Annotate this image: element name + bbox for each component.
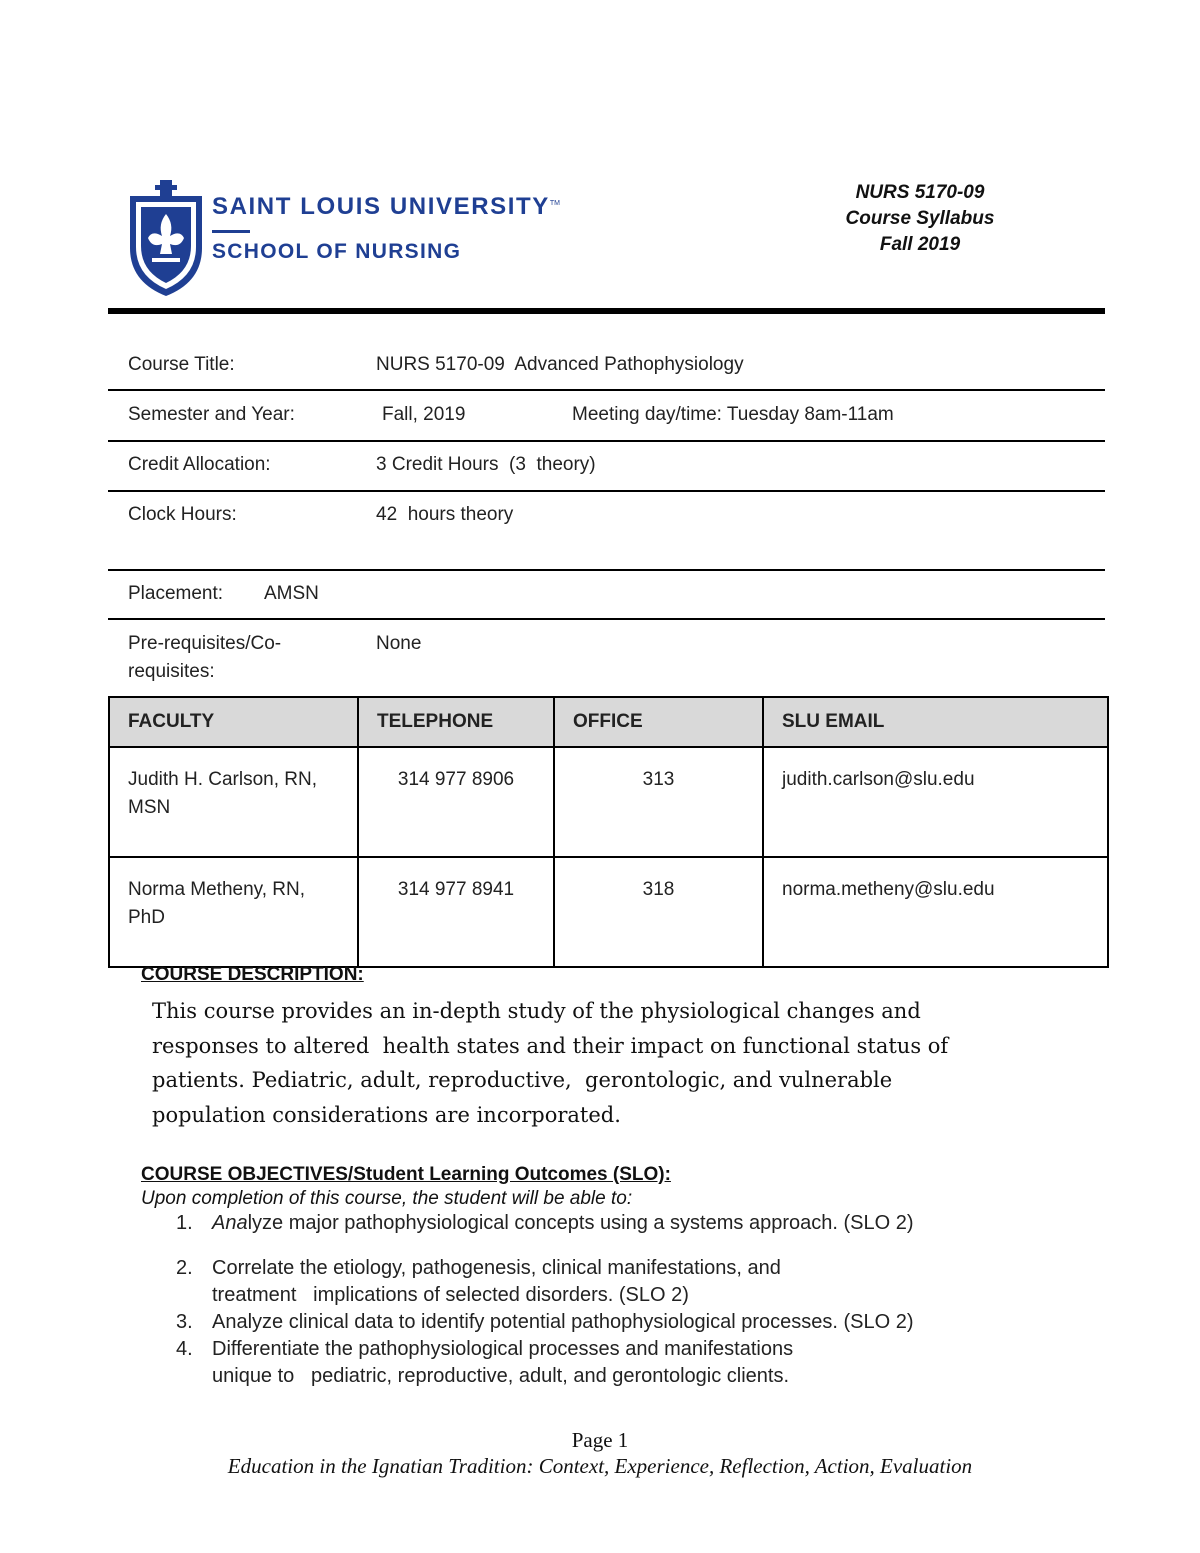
- row-divider: [108, 490, 1105, 492]
- list-item: 2. Correlate the etiology, pathogenesis, clinical manifestations, and treatment implications of selected disorders. (SLO 2): [176, 1257, 781, 1306]
- faculty-office: 318: [554, 857, 763, 967]
- objectives-list: [172, 1210, 1072, 1390]
- logo-divider: [212, 230, 250, 233]
- faculty-email[interactable]: norma.metheny@slu.edu: [763, 857, 1108, 967]
- row-divider: [108, 389, 1105, 391]
- column-header: SLU EMAIL: [763, 697, 1108, 747]
- course-description: [152, 994, 982, 1132]
- doc-type: Course Syllabus: [845, 208, 995, 229]
- clock-hours-label: Clock Hours:: [128, 504, 237, 525]
- credit-value: 3 Credit Hours (3 theory): [376, 454, 596, 475]
- semester-value: Fall, 2019: [382, 404, 466, 425]
- row-divider: [108, 618, 1105, 620]
- description-line: population considerations are incorporated.: [152, 1102, 621, 1127]
- term: Fall 2019: [879, 234, 961, 255]
- faculty-name: Norma Metheny, RN, PhD: [109, 857, 358, 967]
- clock-hours-value: 42 hours theory: [376, 504, 514, 525]
- table-row: [109, 857, 1108, 967]
- prerequisites-value: None: [376, 633, 422, 654]
- page-number: Page 1: [571, 1428, 629, 1452]
- faculty-phone: 314 977 8941: [358, 857, 554, 967]
- course-title-label: Course Title:: [128, 354, 235, 375]
- placement-label: Placement:: [128, 583, 224, 604]
- header-divider: [108, 308, 1105, 314]
- semester-label: Semester and Year:: [128, 404, 295, 425]
- faculty-phone: 314 977 8906: [358, 747, 554, 857]
- faculty-office: 313: [554, 747, 763, 857]
- description-line: patients. Pediatric, adult, reproductive, gerontologic, and vulnerable: [152, 1068, 893, 1092]
- course-objectives-heading: COURSE OBJECTIVES/Student Learning Outcomes (SLO):: [141, 1164, 671, 1185]
- course-title-value: NURS 5170-09 Advanced Pathophysiology: [376, 354, 744, 375]
- logo-trademark: TM: [549, 200, 561, 207]
- objectives-intro: Upon completion of this course, the student will be able to:: [141, 1188, 633, 1209]
- course-header: [800, 180, 1040, 258]
- column-header: TELEPHONE: [358, 697, 554, 747]
- placement-value: AMSN: [264, 583, 319, 604]
- shield-icon: [130, 180, 202, 296]
- meeting-time: Meeting day/time: Tuesday 8am-11am: [572, 404, 894, 425]
- table-header-row: [109, 697, 1108, 747]
- footer-motto: Education in the Ignatian Tradition: Context, Experience, Reflection, Action, Evaluation: [227, 1454, 973, 1478]
- logo-university-name: SAINT LOUIS UNIVERSITY™: [212, 193, 561, 220]
- credit-label: Credit Allocation:: [128, 454, 271, 475]
- list-item: 4. Differentiate the pathophysiological processes and manifestations unique to pediatric, reproductive, adult, and gerontologic clients.: [176, 1338, 794, 1387]
- faculty-table: [108, 696, 1109, 968]
- column-header: FACULTY: [109, 697, 358, 747]
- row-divider: [108, 569, 1105, 571]
- prerequisites-label: Pre-requisites/Co- requisites:: [128, 633, 282, 682]
- list-item: 3. Analyze clinical data to identify potential pathophysiological processes. (SLO 2): [176, 1311, 914, 1333]
- course-description-heading: COURSE DESCRIPTION:: [141, 964, 364, 985]
- table-row: [109, 747, 1108, 857]
- description-line: This course provides an in-depth study of the physiological changes and: [152, 999, 921, 1023]
- logo-school-name: SCHOOL OF NURSING: [212, 240, 462, 263]
- column-header: OFFICE: [554, 697, 763, 747]
- row-divider: [108, 440, 1105, 442]
- list-item: 1. Analyze major pathophysiological concepts using a systems approach. (SLO 2): [176, 1212, 914, 1234]
- course-code: NURS 5170-09: [855, 182, 985, 203]
- faculty-name: Judith H. Carlson, RN, MSN: [109, 747, 358, 857]
- description-line: responses to altered health states and their impact on functional status of: [152, 1033, 949, 1058]
- faculty-email[interactable]: judith.carlson@slu.edu: [763, 747, 1108, 857]
